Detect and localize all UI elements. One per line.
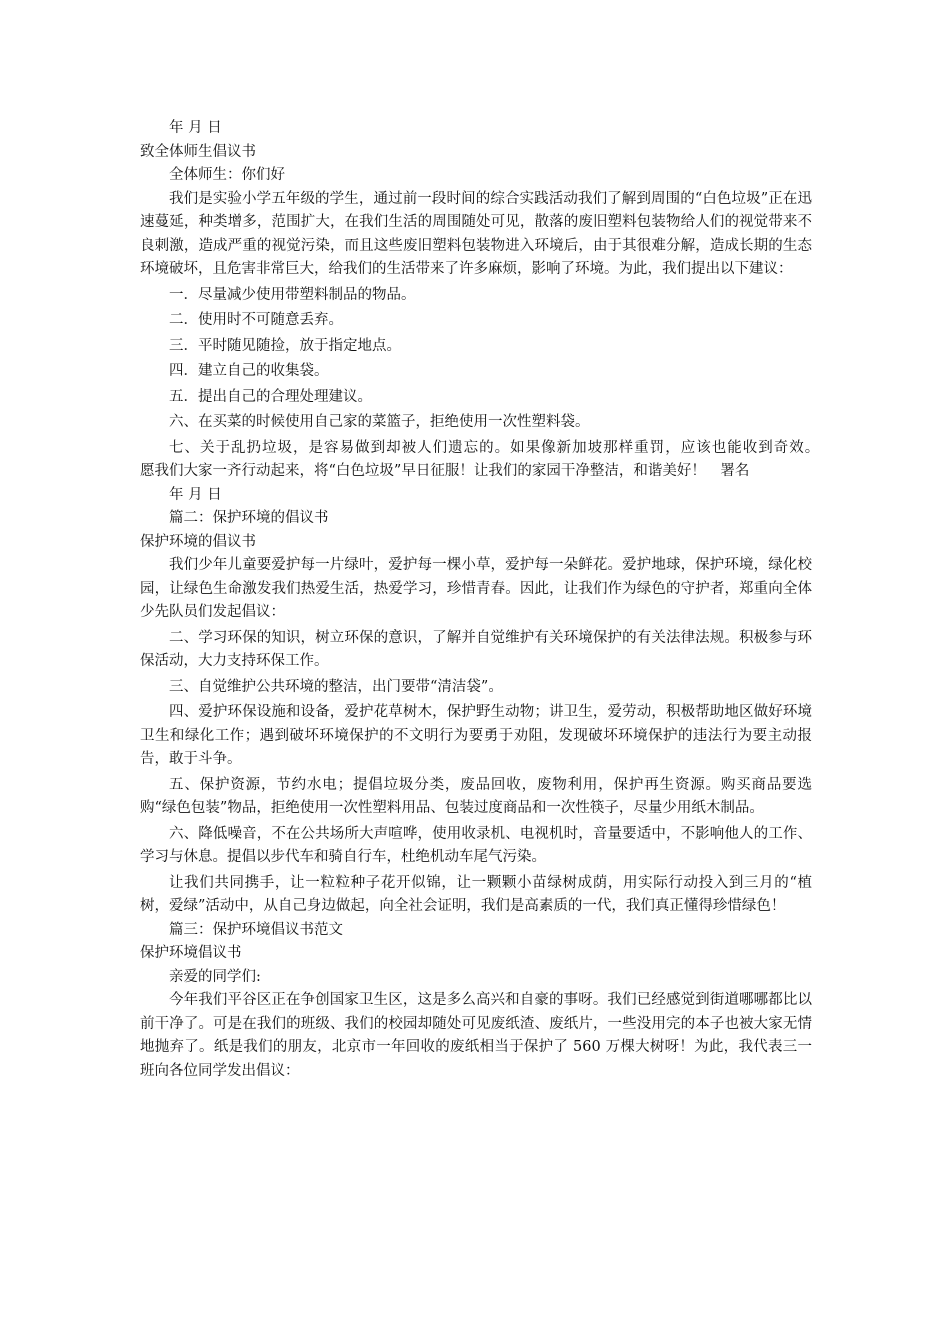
section-heading-3: 篇三：保护环境倡议书范文 [169,921,343,938]
proposal-item-2: 二．使用时不可随意丢弃。 [169,312,343,328]
paragraph-2-3: 三、自觉维护公共环境的整洁，出门要带“清洁袋”。 [169,678,503,695]
date-line-top: 年 月 日 [169,120,222,136]
paragraph-2-2: 二、学习环保的知识，树立环保的意识，了解并自觉维护有关环境保护的有关法律法规。积极参与环保活动，大力支持环保工作。 [140,629,812,669]
intro-paragraph-1: 我们是实验小学五年级的学生，通过前一段时间的综合实践活动我们了解到周围的“白色垃圾”正在迅速蔓延，种类增多，范围扩大，在我们生活的周围随处可见，散落的废旧塑料包装物给人们的视觉带来不良刺激，造成严重的视觉污染，而且这些废旧塑料包装物进入环境后，由于其很难分解，造成长期的生态环境破坏，且危害非常巨大，给我们的生活带来了许多麻烦，影响了环境。为此，我们提出以下建议： [140,190,812,277]
section-heading-2: 篇二：保护环境的倡议书 [169,510,329,526]
letter-title-2: 保护环境的倡议书 [140,533,256,550]
greeting-1: 全体师生：你们好 [169,167,285,183]
proposal-item-7: 七、关于乱扔垃圾，是容易做到却被人们遗忘的。如果像新加坡那样重罚，应该也能收到奇效。 愿我们大家一齐行动起来，将“白色垃圾”早日征服！让我们的家园干净整洁，和谐美好！ 署名 [140,439,841,479]
document-page [140,117,841,1083]
letter-title-1: 致全体师生倡议书 [140,143,256,160]
paragraph-2-6: 六、降低噪音，不在公共场所大声喧哗，使用收录机、电视机时，音量要适中，不影响他人的工作、学习与休息。提倡以步代车和骑自行车，杜绝机动车尾气污染。 [140,825,812,865]
proposal-item-4: 四．建立自己的收集袋。 [169,363,329,379]
paragraph-2-7: 让我们共同携手，让一粒粒种子花开似锦，让一颗颗小苗绿树成荫，用实际行动投入到三月的“植树，爱绿”活动中，从自己身边做起，向全社会证明，我们是高素质的一代，我们真正懂得珍惜绿色！ [140,874,812,914]
paragraph-2-1: 我们少年儿童要爱护每一片绿叶，爱护每一棵小草，爱护每一朵鲜花。爱护地球，保护环境，绿化校园，让绿色生命激发我们热爱生活，热爱学习，珍惜青春。因此，让我们作为绿色的守护者，郑重向全体少先队员们发起倡议： [140,557,812,620]
proposal-item-5: 五．提出自己的合理处理建议。 [169,388,372,405]
greeting-3: 亲爱的同学们: [169,968,261,985]
proposal-item-3: 三．平时随见随捡，放于指定地点。 [169,337,401,354]
paragraph-2-4: 四、爱护环保设施和设备，爱护花草树木，保护野生动物；讲卫生，爱劳动，积极帮助地区做好环境卫生和绿化工作；遇到破坏环境保护的不文明行为要勇于劝阻，发现破坏环境保护的违法行为要主动报告，敢于斗争。 [140,704,812,767]
letter-title-3: 保护环境倡议书 [140,945,242,961]
proposal-item-1: 一．尽量减少使用带塑料制品的物品。 [169,286,416,303]
date-line-bottom: 年 月 日 [169,486,222,503]
paragraph-3-1: 今年我们平谷区正在争创国家卫生区，这是多么高兴和自豪的事呀。我们已经感觉到街道哪哪都比以前干净了。可是在我们的班级、我们的校园却随处可见废纸渣、废纸片，一些没用完的本子也被大家无情地抛弃了。纸是我们的朋友，北京市一年回收的废纸相当于保护了 560 万棵大树呀！为此，我代表三一班向各位同学发出倡议： [140,992,812,1079]
proposal-item-6: 六、在买菜的时候使用自己家的菜篮子，拒绝使用一次性塑料袋。 [169,414,590,430]
paragraph-2-5: 五、保护资源，节约水电；提倡垃圾分类，废品回收，废物利用，保护再生资源。购买商品要选购“绿色包装”物品，拒绝使用一次性塑料用品、包装过度商品和一次性筷子，尽量少用纸木制品。 [140,776,812,816]
